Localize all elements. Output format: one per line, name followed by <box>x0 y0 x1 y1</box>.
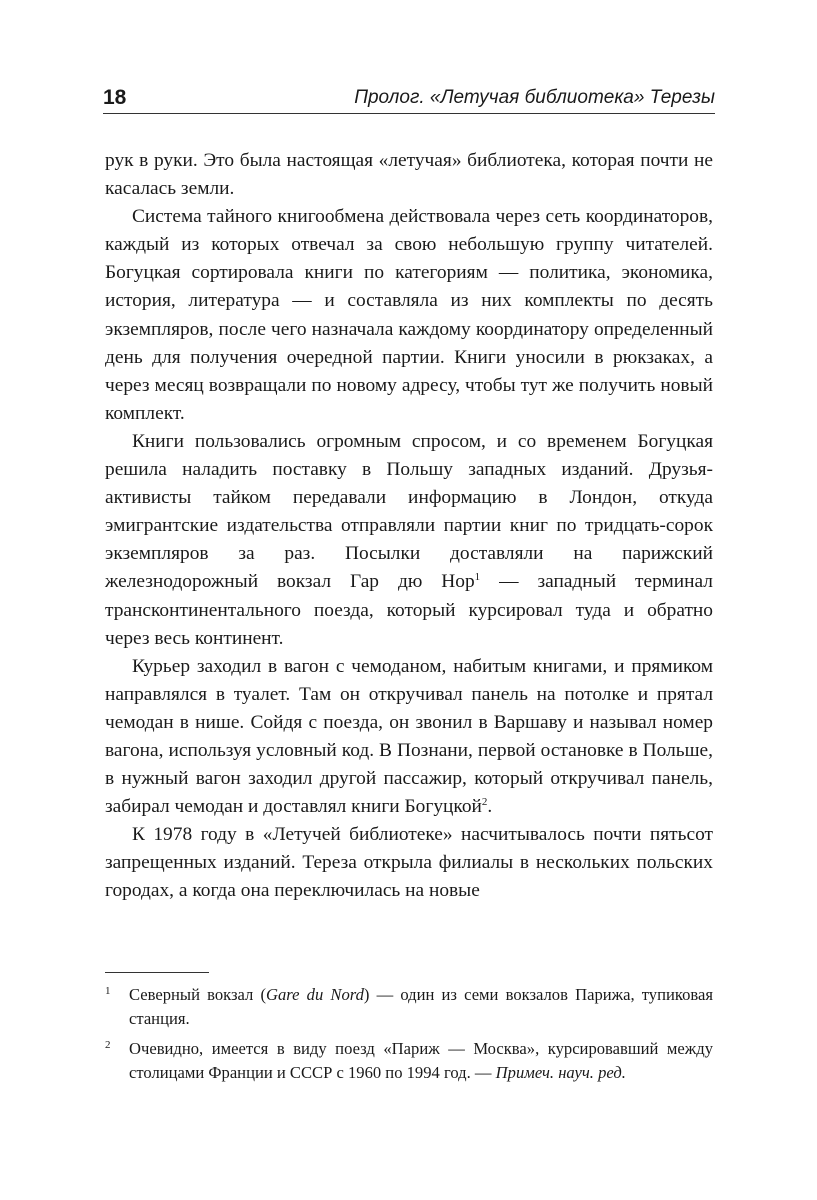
paragraph-4 <box>105 653 713 822</box>
footnote-ref-2[interactable]: 2 <box>481 796 488 809</box>
page-number: 18 <box>103 86 127 109</box>
footnote-italic: Примеч. науч. ред. <box>495 1063 626 1082</box>
paragraph-3-text-end: — западный терминал трансконтинентального поезда, который курсировал туда и обратно через весь континент. <box>105 571 713 649</box>
footnote-text-start: Очевидно, имеется в виду поезд «Париж — Москва», курсировавший между столицами Франции и СССР с 1960 по 1994 год. — <box>129 1039 713 1082</box>
footnote-rule <box>105 972 209 973</box>
paragraph-1: рук в руки. Это была настоящая «летучая» библиотека, которая почти не касалась земли. <box>105 150 713 200</box>
footnote-text-end: ) — один из семи вокзалов Парижа, тупиковая станция. <box>129 985 713 1028</box>
footnote-text <box>129 1039 713 1082</box>
paragraph-4-text: Курьер заходил в вагон с чемоданом, набитым книгами, и прямиком направлялся в туалет. Там он откручивал панель на потолке и прятал чемодан в нише. Сойдя с поезда, он звонил в Варшаву и называл номер вагона, используя условный код. В Познани, первой остановке в Польше, в нужный вагон заходил другой пассажир, который откручивал панель, забирал чемодан и доставлял книги Богуцкой <box>105 655 713 818</box>
footnote-1 <box>105 983 713 1031</box>
footnotes <box>105 983 713 1091</box>
body-text <box>105 147 713 906</box>
paragraph-3-text: Книги пользовались огромным спросом, и со временем Богуцкая решила наладить поставку в Польшу западных изданий. Друзья-активисты тайком передавали информацию в Лондон, откуда эмигрантские издательства отправляли партии книг по тридцать-сорок экземпляров за раз. Посылки доставляли на парижский железнодорожный вокзал Гар дю Нор <box>105 430 713 593</box>
footnote-italic: Gare du Nord <box>266 985 364 1004</box>
footnote-text <box>129 985 713 1028</box>
footnote-text-start: Северный вокзал ( <box>129 985 266 1004</box>
running-head: Пролог. «Летучая библиотека» Терезы <box>354 87 715 108</box>
paragraph-5: К 1978 году в «Летучей библиотеке» насчитывалось почти пятьсот запрещенных изданий. Тереза открыла филиалы в нескольких польских городах, а когда она переключилась на новые <box>105 824 713 902</box>
footnote-2 <box>105 1037 713 1085</box>
paragraph-2: Система тайного книгообмена действовала через сеть координаторов, каждый из которых отвечал за свою небольшую группу читателей. Богуцкая сортировала книги по категориям — политика, экономика, история, литература — и составляла из них комплекты по десять экземпляров, после чего назначала каждому координатору определенный день для получения очередной партии. Книги уносили в рюкзаках, а через месяц возвращали по новому адресу, чтобы тут же получить новый комплект. <box>105 206 713 424</box>
header-rule <box>103 113 715 114</box>
footnote-mark: 1 <box>105 985 111 997</box>
footnote-mark: 2 <box>105 1039 111 1051</box>
page-header <box>103 84 715 114</box>
paragraph-3 <box>105 428 713 653</box>
footnote-ref-1[interactable]: 1 <box>474 571 481 584</box>
paragraph-4-text-end: . <box>487 796 493 818</box>
